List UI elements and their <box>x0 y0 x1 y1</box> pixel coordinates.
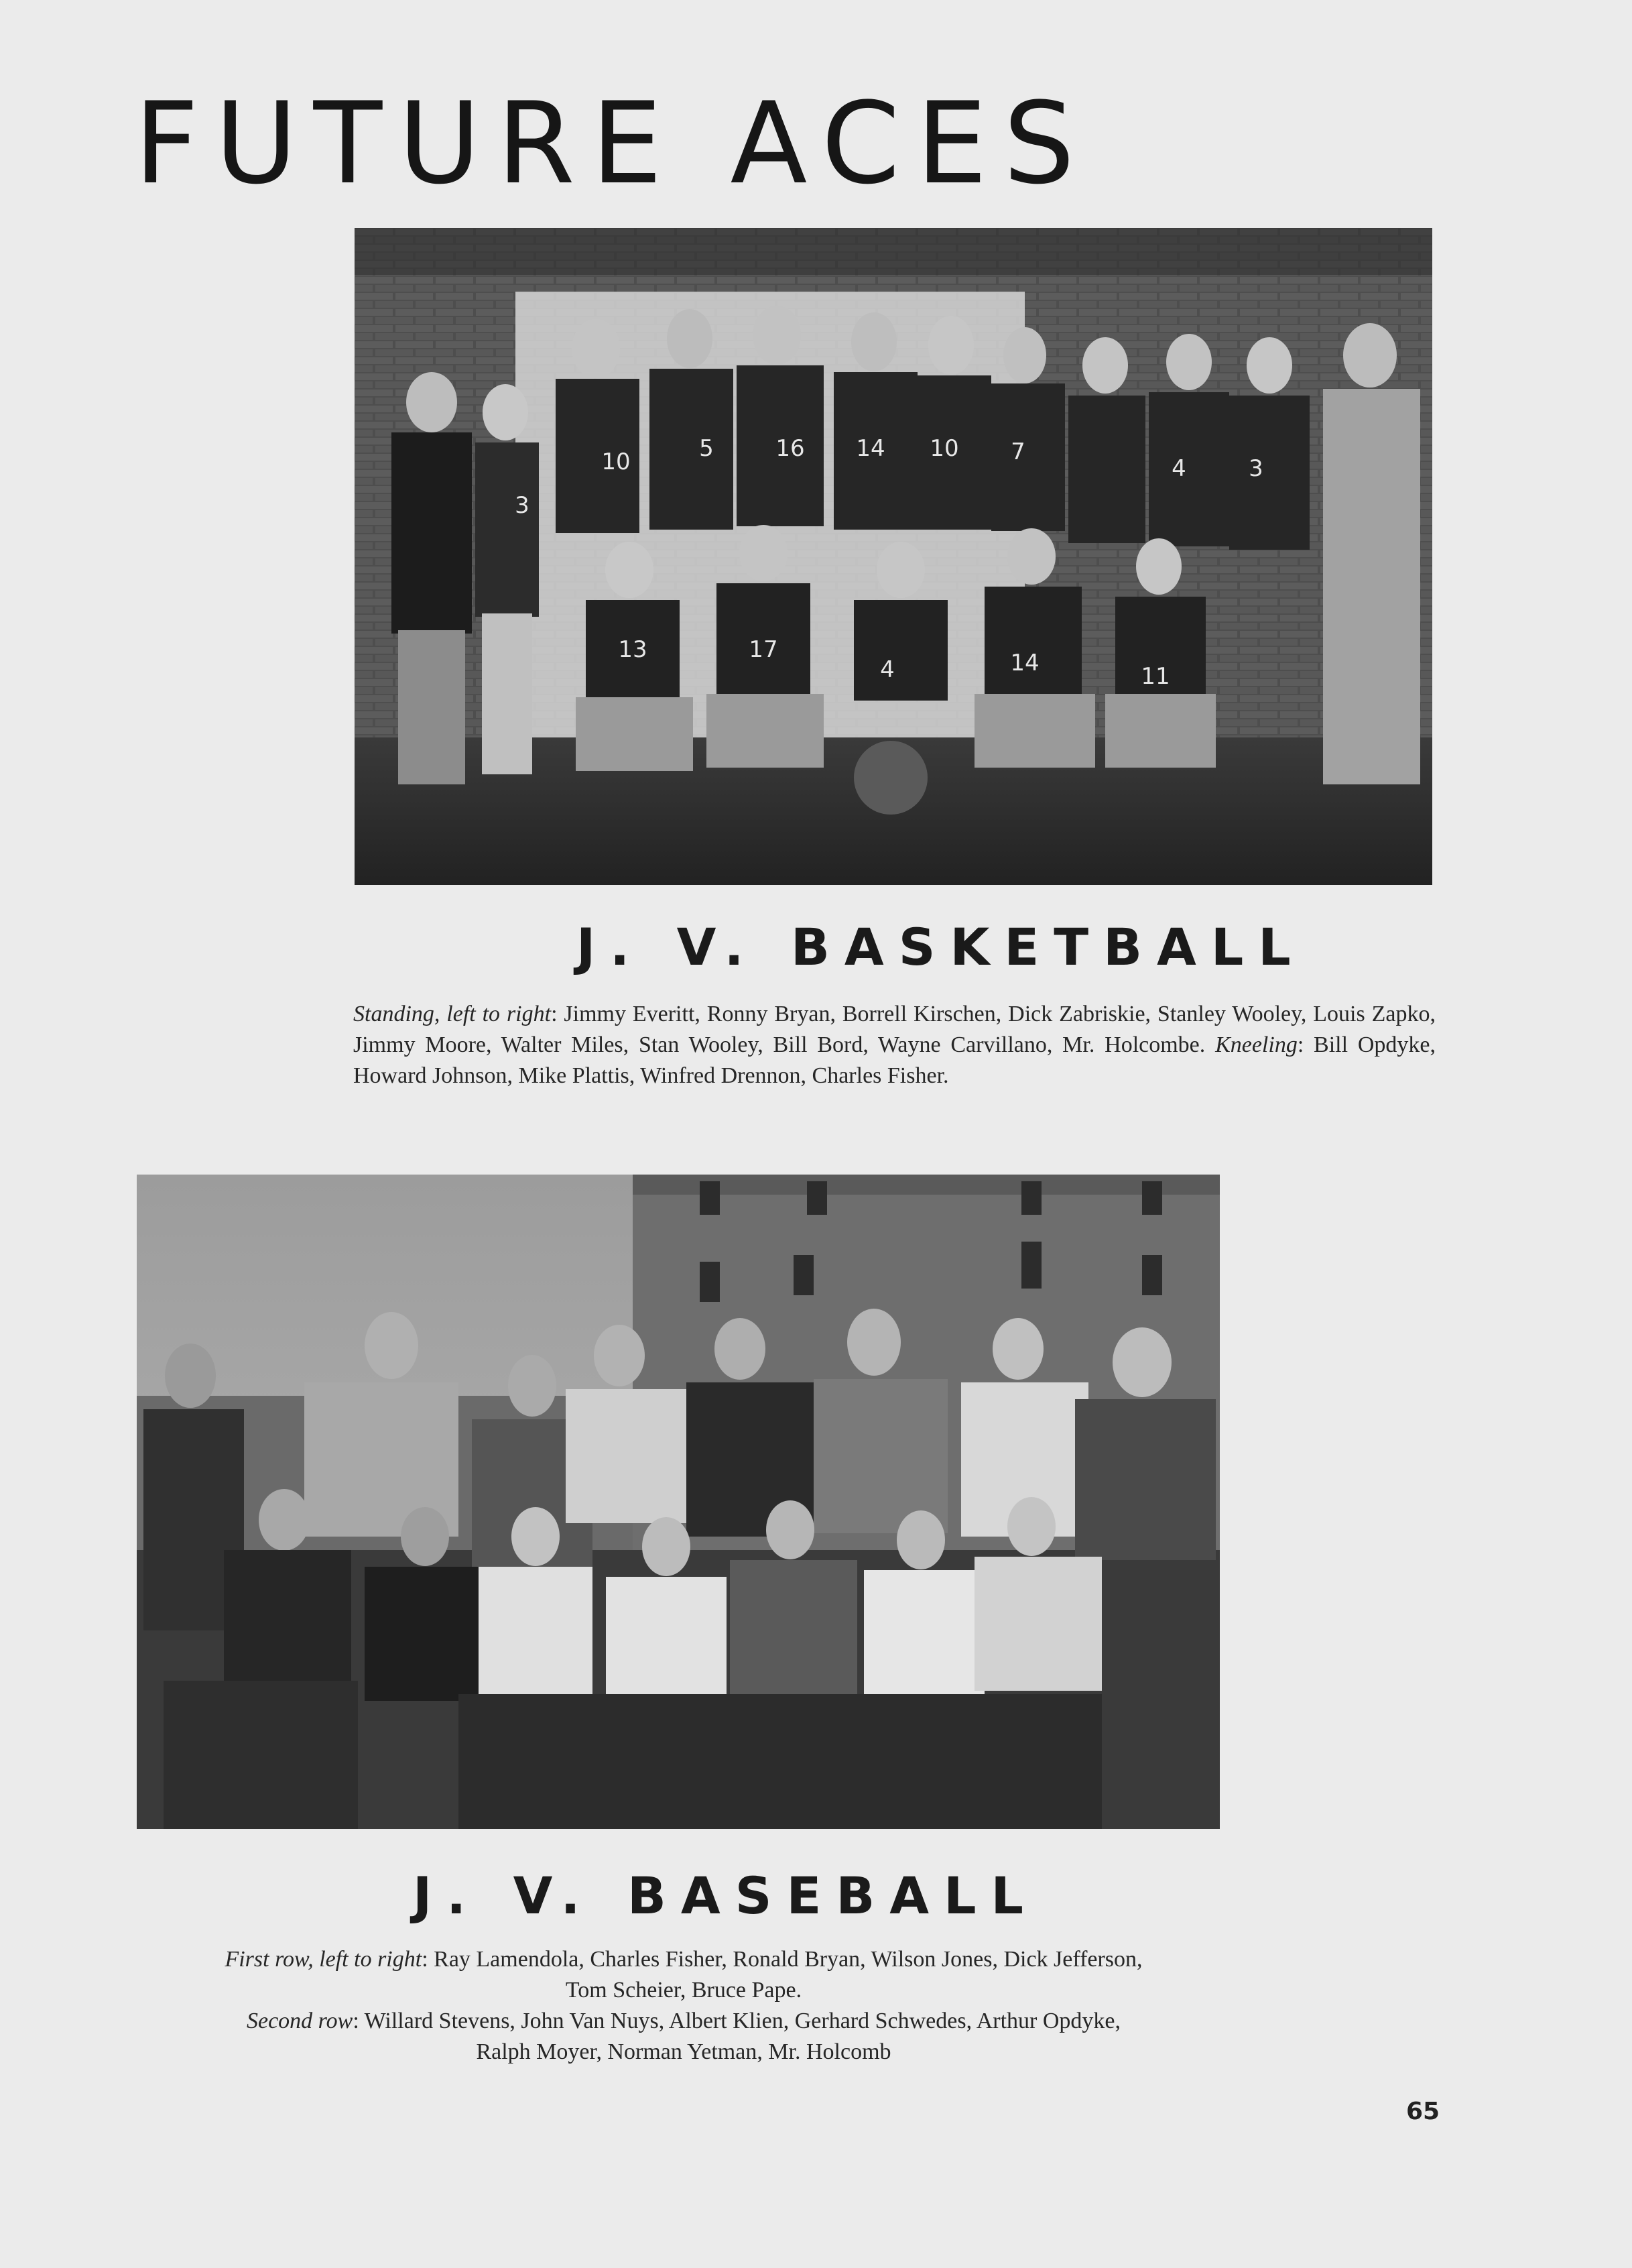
kneeling-names: : Bill Opdyke, Howard Johnson, Mike Plattis, Winfred Drennon, Charles Fisher. <box>353 1032 1436 1088</box>
basketball-caption <box>353 999 1436 1091</box>
jersey-number: 10 <box>601 449 631 475</box>
jersey-number: 5 <box>699 435 714 462</box>
jersey-number: 3 <box>515 492 529 519</box>
first-row-line-1 <box>121 1944 1247 1975</box>
jersey-number: 4 <box>880 656 895 683</box>
jersey-number: 3 <box>1249 455 1263 482</box>
jersey-number: 7 <box>1011 438 1025 465</box>
basketball-section-title: J. V. BASKETBALL <box>576 917 1306 977</box>
second-row-line-1 <box>121 2006 1247 2037</box>
second-row-label: Second row <box>247 2009 353 2033</box>
first-row-names-1: : Ray Lamendola, Charles Fisher, Ronald Bryan, Wilson Jones, Dick Jefferson, <box>422 1947 1143 1972</box>
jersey-number: 10 <box>930 435 959 462</box>
kneeling-label: Kneeling <box>1215 1032 1298 1057</box>
first-row-line-2: Tom Scheier, Bruce Pape. <box>565 1978 802 2003</box>
baseball-caption <box>121 1944 1247 2068</box>
baseball-section-title: J. V. BASEBALL <box>413 1866 1038 1925</box>
standing-label: Standing, left to right <box>353 1002 552 1026</box>
baseball-team-photo <box>137 1175 1220 1829</box>
second-row-line-2: Ralph Moyer, Norman Yetman, Mr. Holcomb <box>476 2039 891 2064</box>
first-row-label: First row, left to right <box>225 1947 422 1972</box>
second-row-names-1: : Willard Stevens, John Van Nuys, Albert Klien, Gerhard Schwedes, Arthur Opdyke, <box>353 2009 1121 2033</box>
jersey-number: 17 <box>749 636 778 663</box>
basketball-photo-drawing <box>355 228 1432 885</box>
jersey-number: 4 <box>1172 455 1186 482</box>
jersey-number: 11 <box>1141 663 1170 690</box>
basketball-team-photo <box>355 228 1432 885</box>
jersey-number: 14 <box>1010 650 1040 676</box>
baseball-photo-drawing <box>137 1175 1220 1829</box>
jersey-number: 16 <box>775 435 805 462</box>
page-number: 65 <box>1406 2098 1440 2125</box>
jersey-number: 13 <box>618 636 647 663</box>
jersey-number: 14 <box>856 435 885 462</box>
standing-names: : Jimmy Everitt, Ronny Bryan, Borrell Kirschen, Dick Zabriskie, Stanley Wooley, Louis Zapko, Jimmy Moore, Walter Miles, Stan Wooley, Bill Bord, Wayne Carvillano, Mr. Holcombe. <box>353 1002 1436 1057</box>
page-title: FUTURE ACES <box>134 78 1091 209</box>
